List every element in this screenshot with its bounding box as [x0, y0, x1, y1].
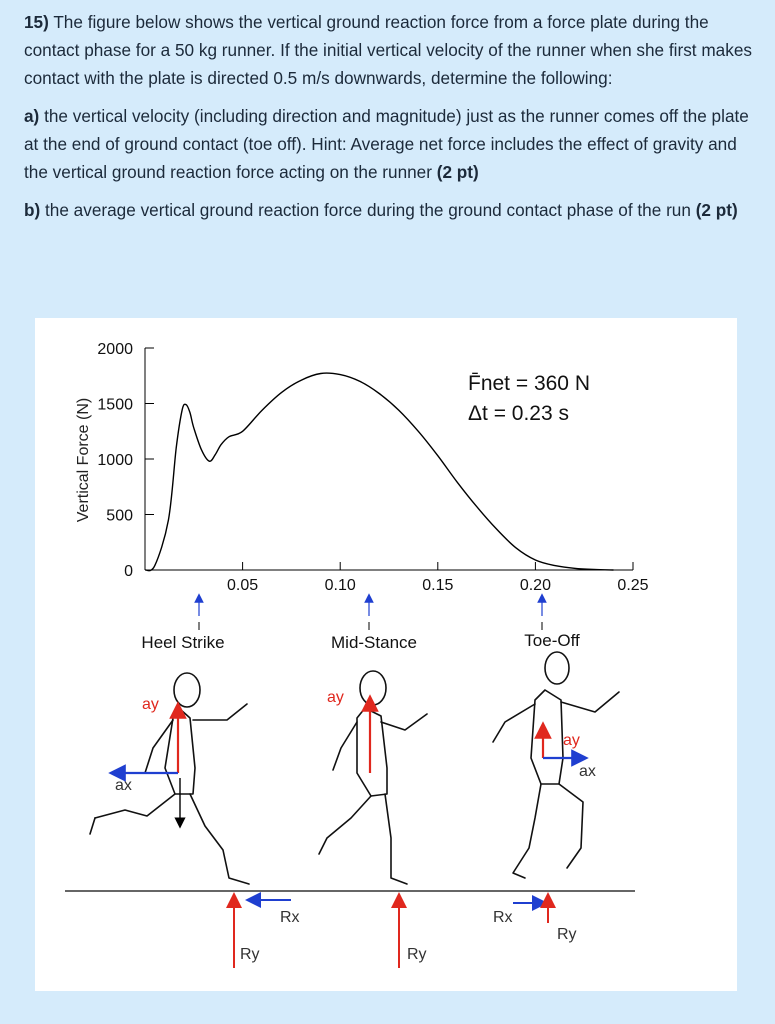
y-tick-label: 1500 [97, 396, 133, 414]
mid-stance-marker [331, 598, 417, 652]
question-number: 15) [24, 12, 49, 32]
fnet-annotation: F̄net = 360 N [468, 372, 590, 395]
toe-ax-label: ax [579, 763, 596, 780]
x-tick-label: 0.10 [324, 577, 356, 594]
part-a-points: (2 pt) [436, 162, 479, 182]
force-plate-figure [35, 318, 737, 991]
dt-annotation: Δt = 0.23 s [468, 402, 570, 425]
y-tick-label: 500 [106, 507, 133, 525]
x-tick-label: 0.15 [422, 577, 454, 594]
part-a-text: the vertical velocity (including direction and magnitude) just as the runner comes off the plate at the end of ground contact (toe off). Hint: Average net force includes the effect of gravity and the vertical ground reaction force acting on the runner [24, 106, 749, 182]
question-text [24, 8, 754, 234]
mid-ay-label: ay [327, 689, 344, 706]
y-axis-label: Vertical Force (N) [75, 397, 92, 523]
phase-label-toe-off: Toe-Off [524, 631, 580, 650]
heel-ay-label: ay [142, 696, 159, 713]
part-b-text: the average vertical ground reaction force during the ground contact phase of the run [45, 200, 691, 220]
part-b-label: b) [24, 200, 41, 220]
question-part-a [24, 102, 754, 186]
question-intro [24, 8, 754, 92]
runner-heel-strike [90, 673, 249, 884]
question-part-b [24, 196, 754, 224]
heel-rx-label: Rx [280, 909, 300, 926]
force-chart-svg [35, 318, 737, 991]
heel-ax-label: ax [115, 777, 132, 794]
toe-off-marker [524, 598, 580, 650]
phase-label-mid-stance: Mid-Stance [331, 633, 417, 652]
phase-label-heel-strike: Heel Strike [141, 633, 225, 652]
toe-ry-label: Ry [557, 926, 577, 943]
part-b-points: (2 pt) [695, 200, 738, 220]
y-tick-label: 2000 [97, 341, 133, 358]
runner-toe-off [493, 652, 619, 878]
x-tick-label: 0.20 [519, 577, 551, 594]
x-tick-label: 0.05 [227, 577, 259, 594]
toe-ay-label: ay [563, 732, 580, 749]
toe-rx-label: Rx [493, 909, 513, 926]
question-intro-text: The figure below shows the vertical ground reaction force from a force plate during the contact phase for a 50 kg runner. If the initial vertical velocity of the runner when she first makes contact with the plate is directed 0.5 m/s downwards, determine the following: [24, 12, 752, 88]
y-tick-label: 0 [124, 563, 133, 580]
part-a-label: a) [24, 106, 40, 126]
y-tick-label: 1000 [97, 452, 133, 469]
x-tick-label: 0.25 [617, 577, 649, 594]
mid-ry-label: Ry [407, 946, 427, 963]
heel-strike-marker [141, 598, 224, 652]
heel-ry-label: Ry [240, 946, 260, 963]
